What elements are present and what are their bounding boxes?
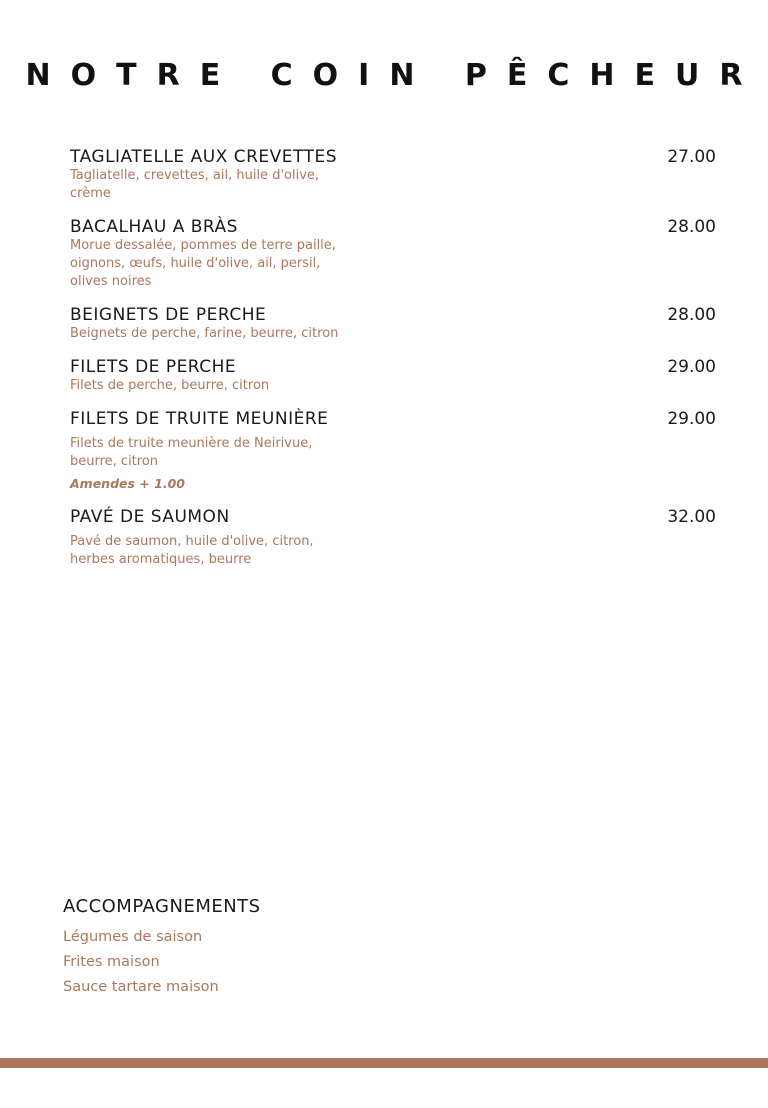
- menu-item: [70, 408, 716, 493]
- dish-description: Morue dessalée, pommes de terre paille, oignons, œufs, huile d'olive, ail, persil, olives noires: [70, 238, 336, 289]
- dish-description: Filets de truite meunière de Neirivue, beurre, citron: [70, 436, 313, 469]
- menu-item: [70, 506, 716, 569]
- dish-name: PAVÉ DE SAUMON: [70, 507, 230, 527]
- dish-name: TAGLIATELLE AUX CREVETTES: [70, 147, 337, 167]
- side-item: Légumes de saison: [63, 929, 203, 945]
- dish-price: 32.00: [667, 507, 716, 527]
- dish-price: 29.00: [667, 357, 716, 377]
- dish-description: Tagliatelle, crevettes, ail, huile d'olive, crème: [70, 168, 320, 201]
- dish-price: 27.00: [667, 147, 716, 167]
- dish-name: BACALHAU A BRÀS: [70, 217, 238, 237]
- sides-section: [63, 895, 261, 1000]
- dish-price: 28.00: [667, 305, 716, 325]
- side-item: Frites maison: [63, 954, 160, 970]
- sides-title: ACCOMPAGNEMENTS: [63, 896, 261, 917]
- page-title: NOTRE COIN PÊCHEUR: [25, 58, 763, 93]
- menu-item: [70, 356, 716, 395]
- dish-price: 28.00: [667, 217, 716, 237]
- menu-item: [70, 304, 716, 343]
- footer-divider: [0, 1058, 768, 1068]
- menu-item: [70, 216, 716, 291]
- dish-price: 29.00: [667, 409, 716, 429]
- dish-description: Beignets de perche, farine, beurre, citron: [70, 326, 339, 341]
- dish-name: FILETS DE TRUITE MEUNIÈRE: [70, 409, 329, 429]
- dish-name: FILETS DE PERCHE: [70, 357, 237, 377]
- dish-name: BEIGNETS DE PERCHE: [70, 305, 267, 325]
- side-item: Sauce tartare maison: [63, 979, 219, 995]
- menu-list: [70, 146, 716, 582]
- dish-option-supplement: Amendes + 1.00: [70, 476, 185, 491]
- dish-description: Pavé de saumon, huile d'olive, citron, herbes aromatiques, beurre: [70, 534, 314, 567]
- dish-description: Filets de perche, beurre, citron: [70, 378, 270, 393]
- menu-item: [70, 146, 716, 203]
